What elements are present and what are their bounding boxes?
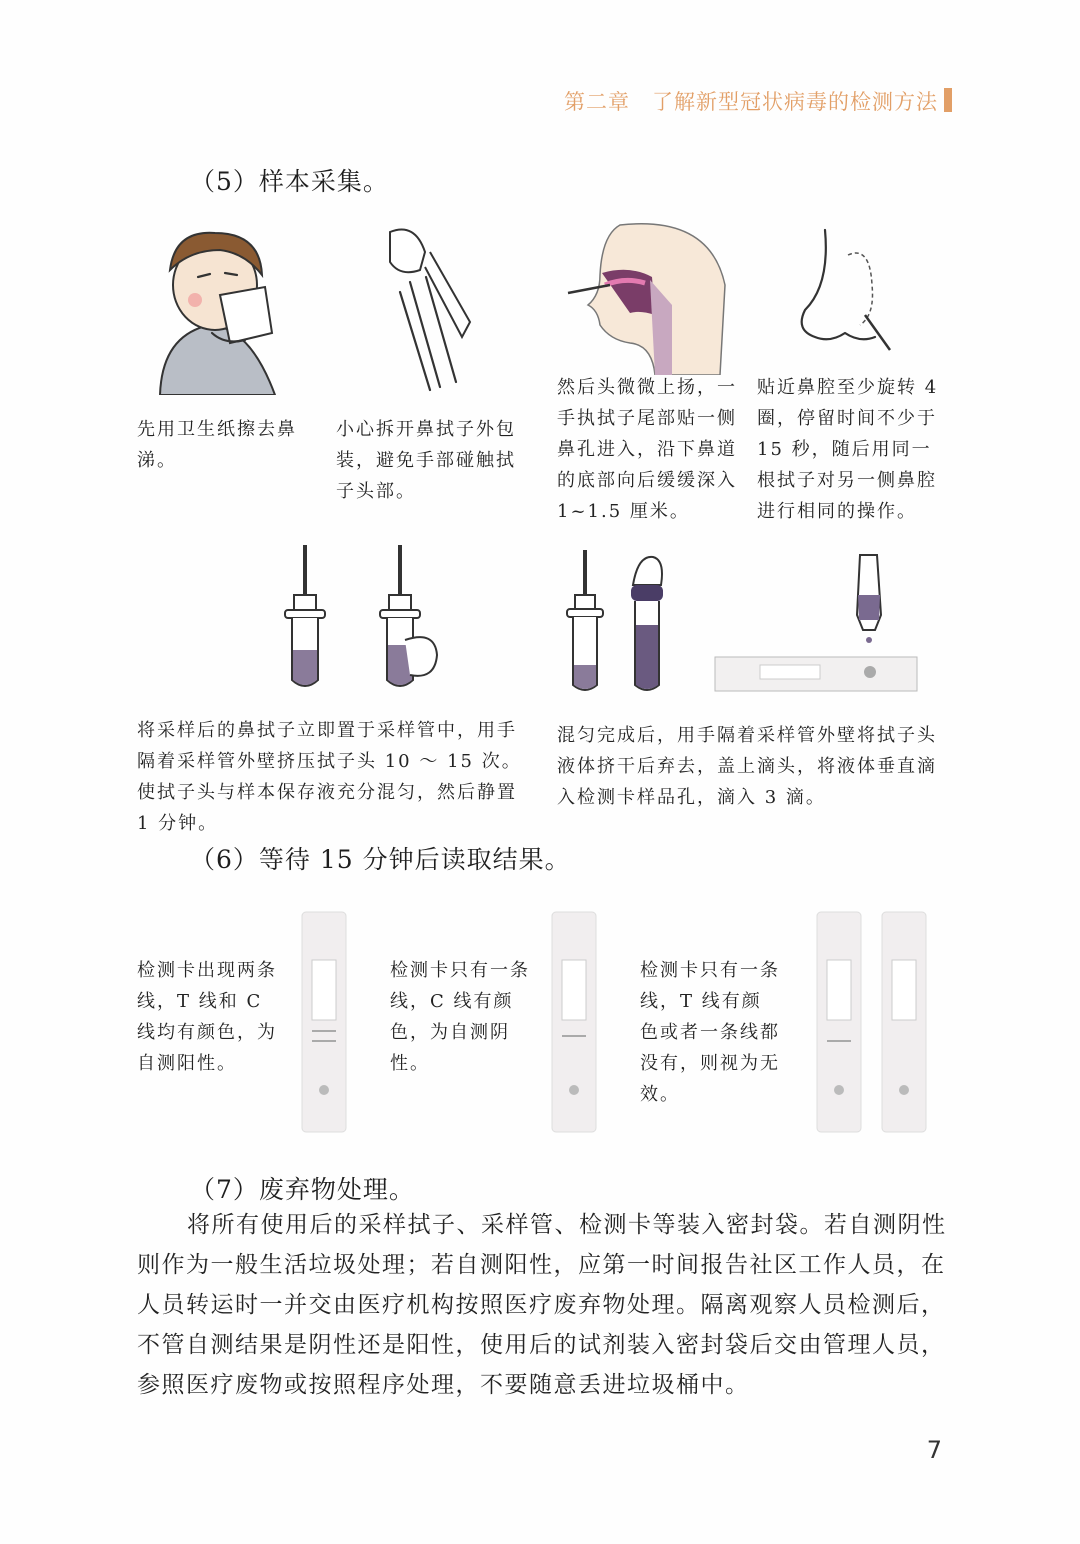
drop-caption: 混匀完成后，用手隔着采样管外壁将拭子头液体挤干后弃去，盖上滴头，将液体垂直滴入检测卡样品孔，滴入 3 滴。 (557, 725, 937, 808)
sample-tube-mix-illustration (270, 540, 450, 695)
step-caption-1: 先用卫生纸擦去鼻涕。 (137, 419, 297, 471)
swab-package-illustration (370, 222, 480, 392)
test-card-negative (550, 910, 600, 1135)
step-caption-2: 小心拆开鼻拭子外包装，避免手部碰触拭子头部。 (336, 419, 516, 502)
section7-heading: （7）废弃物处理。 (190, 1175, 415, 1204)
result-caption-invalid: 检测卡只有一条线，T 线有颜色或者一条线都没有，则视为无效。 (640, 960, 780, 1105)
step-caption-3: 然后头微微上扬，一手执拭子尾部贴一侧鼻孔进入，沿下鼻道的底部向后缓缓深入 1~1.5 厘米。 (557, 377, 737, 522)
mix-caption: 将采样后的鼻拭子立即置于采样管中，用手隔着采样管外壁挤压拭子头 10 ～ 15 次。使拭子头与样本保存液充分混匀，然后静置 1 分钟。 (137, 720, 522, 834)
disposal-paragraph: 将所有使用后的采样拭子、采样管、检测卡等装入密封袋。若自测阴性则作为一般生活垃圾处理；若自测阳性，应第一时间报告社区工作人员，在人员转运时一并交由医疗机构按照医疗废弃物处理。隔离观察人员检测后，不管自测结果是阴性还是阳性，使用后的试剂装入密封袋后交由管理人员，参照医疗废物或按照程序处理，不要随意丢进垃圾桶中。 (137, 1212, 947, 1398)
result-caption-positive: 检测卡出现两条线，T 线和 C线均有颜色，为自测阳性。 (137, 960, 277, 1074)
tissue-blow-nose-illustration (150, 215, 290, 395)
page-number: 7 (926, 1436, 942, 1464)
section5-heading: （5）样本采集。 (190, 167, 389, 196)
test-card-invalid-1 (815, 910, 865, 1135)
chapter-header (564, 86, 952, 116)
step-caption-4: 贴近鼻腔至少旋转 4 圈，停留时间不少于 15 秒，随后用同一根拭子对另一侧鼻腔进行相同的操作。 (757, 377, 939, 522)
nose-swab-rotate-illustration (790, 225, 920, 355)
drop-sample-illustration (555, 545, 935, 700)
header-accent-bar (944, 88, 952, 112)
nasal-cavity-swab-illustration (560, 215, 730, 375)
test-card-invalid-2 (880, 910, 930, 1135)
section6-heading: （6）等待 15 分钟后读取结果。 (190, 845, 571, 874)
chapter-label: 第二章 (564, 90, 630, 114)
result-caption-negative: 检测卡只有一条线，C 线有颜色，为自测阴性。 (390, 960, 530, 1074)
test-card-positive (300, 910, 350, 1135)
chapter-title: 了解新型冠状病毒的检测方法 (652, 90, 938, 114)
